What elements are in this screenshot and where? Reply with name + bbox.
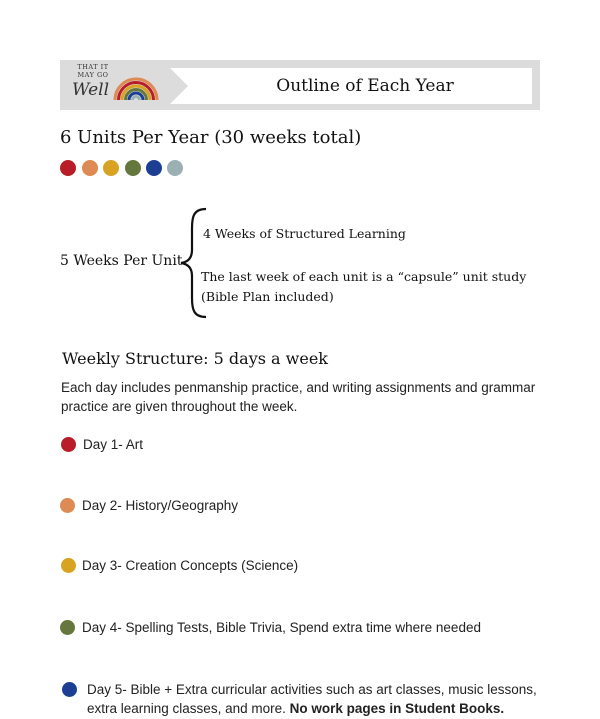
page-title: Outline of Each Year [276, 76, 454, 96]
color-dot [82, 160, 98, 176]
capsule-week-text: The last week of each unit is a “capsule” unit study (Bible Plan included) [201, 269, 527, 304]
color-dot [146, 160, 162, 176]
day-2-text: Day 2- History/Geography [82, 498, 239, 513]
day-dot [61, 437, 76, 452]
weeks-per-unit-label: 5 Weeks Per Unit [60, 253, 183, 269]
day-dot [60, 498, 75, 513]
day-dot [61, 558, 76, 573]
day-5-description: Day 5- Bible + Extra curricular activities such as art classes, music lessons, extra learning classes, and more. [87, 682, 537, 716]
day-dot [62, 682, 77, 697]
logo-tagline: THAT IT MAY GO [77, 63, 109, 79]
day-5-text [87, 680, 547, 718]
day-3-text: Day 3- Creation Concepts (Science) [82, 558, 299, 573]
color-dot [60, 160, 76, 176]
day-5-note: No work pages in Student Books. [289, 701, 505, 716]
color-dot [103, 160, 119, 176]
day-4-text: Day 4- Spelling Tests, Bible Trivia, Spend extra time where needed [82, 620, 481, 635]
logo-script-text: Well [72, 80, 110, 100]
day-dot [60, 620, 75, 635]
color-dot [167, 160, 183, 176]
weekly-structure-description: Each day includes penmanship practice, and writing assignments and grammar practice are given throughout the week. [61, 380, 536, 414]
day-1-text: Day 1- Art [83, 437, 144, 452]
weekly-structure-heading: Weekly Structure: 5 days a week [62, 349, 328, 368]
structured-learning-text: 4 Weeks of Structured Learning [203, 226, 406, 241]
units-heading: 6 Units Per Year (30 weeks total) [60, 127, 362, 148]
color-dot [125, 160, 141, 176]
